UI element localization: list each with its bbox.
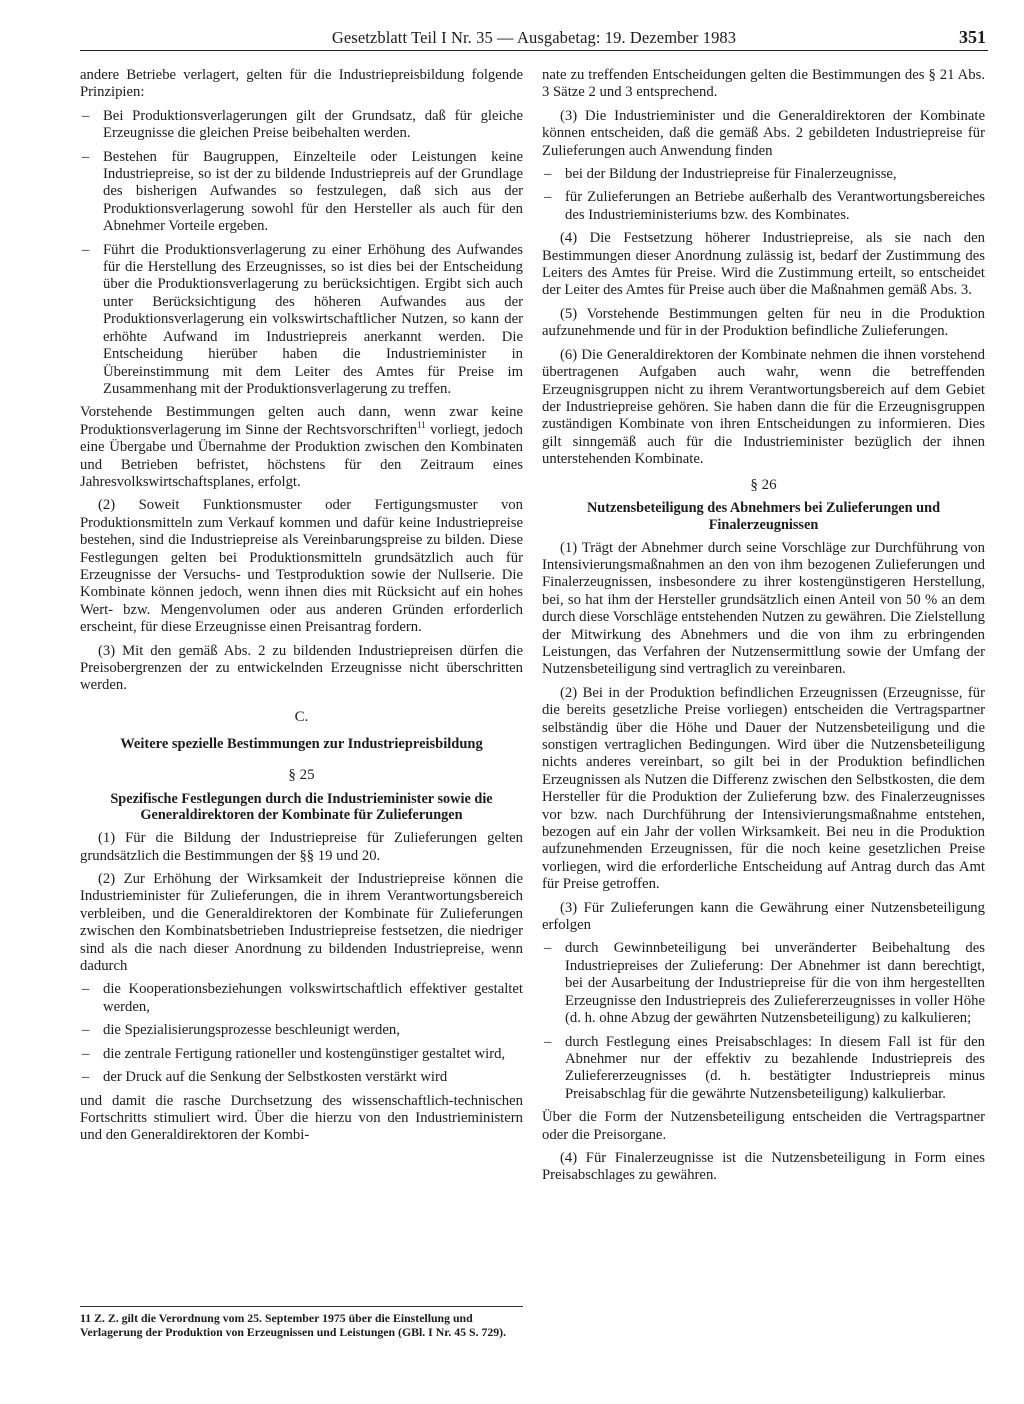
paragraph: (3) Mit den gemäß Abs. 2 zu bildenden Industriepreisen dürfen die Preisobergrenzen der zu entwickelnden Erzeugnisse nicht überschritten werden. — [80, 642, 523, 694]
dash-item-text: bei der Bildung der Industriepreise für Finalerzeugnisse, — [565, 166, 897, 183]
dash-item-text: Bestehen für Baugruppen, Einzelteile oder Leistungen keine Industriepreise, so ist der zu bildende Industriepreis auf der Grundlage des bisherigen Aufwandes so festzulegen, daß sich aus der Produktionsverlagerung sowohl für den Hersteller als auch für den Abnehmer Vorteile ergeben. — [103, 148, 523, 235]
dash-item — [542, 166, 985, 183]
dash-item — [80, 108, 523, 143]
paragraph: (4) Die Festsetzung höherer Industriepreise, als sie nach den Bestimmungen dieser Anordnung zulässig ist, bedarf der Zustimmung des Leiters des Amtes für Preise. Wird die Zustimmung erteilt, so entscheidet der Leiter des Amtes für Preise auch über die Maßnahmen gemäß Abs. 3. — [542, 230, 985, 299]
page-number: 351 — [959, 27, 986, 47]
dash-bullet: – — [82, 981, 90, 998]
paragraph-title: Spezifische Festlegungen durch die Industrieminister sowie die Generaldirektoren der Kombinate für Zulieferungen — [110, 790, 493, 824]
paragraph: andere Betriebe verlagert, gelten für die Industriepreisbildung folgende Prinzipien: — [80, 67, 523, 101]
dash-bullet: – — [82, 107, 90, 124]
dash-item — [542, 189, 985, 224]
dash-bullet: – — [82, 1022, 90, 1039]
paragraph-text: vorliegt, jedoch eine Übergabe und Übernahme der Produktion zwischen den Kombinaten und Betrieben befristet, höchstens für den Zeitraum eines Jahresvolkswirtschaftsplanes, erfolgt. — [80, 421, 523, 490]
right-column — [542, 67, 985, 1191]
header-rule — [80, 50, 988, 51]
dash-item — [542, 1034, 985, 1104]
dash-item-text: die Spezialisierungsprozesse beschleunigt werden, — [103, 1022, 400, 1039]
dash-item-text: Führt die Produktionsverlagerung zu einer Erhöhung des Aufwandes für die Herstellung des Erzeugnisses, so ist dies bei der Entscheidung über die Produktionsverlagerung zu berücksichtigen. Ergibt sich auch unter Berücksichtigung des höheren Aufwandes aus der Produktionsverlagerung ein volkswirtschaftlicher Nutzen, so kann der erhöhte Aufwand im Industriepreis anerkannt werden. Die Entscheidung hierüber haben die Industrieminister in Übereinstimmung mit dem Leiter des Amtes für Preise im Zusammenhang mit der Produktionsverlagerung zu treffen. — [103, 241, 523, 397]
dash-bullet: – — [544, 940, 552, 957]
paragraph: und damit die rasche Durchsetzung des wissenschaftlich-technischen Fortschritts stimuliert wird. Über die hierzu von den Industrieministern und den Generaldirektoren der Kombi- — [80, 1092, 523, 1144]
dash-bullet: – — [82, 1069, 90, 1086]
dash-bullet: – — [544, 166, 552, 183]
dash-item — [80, 242, 523, 399]
dash-item-text: durch Festlegung eines Preisabschlages: In diesem Fall ist für den Abnehmer nur der effektiv zu bezahlende Industriepreis des Zuliefererzeugnisses (d. h. bestätigter Industriepreis minus Preisabschlag für die gewährte Nutzensbeteiligung) kalkulierbar. — [565, 1033, 985, 1102]
paragraph — [80, 404, 523, 491]
dash-item-text: Bei Produktionsverlagerungen gilt der Grundsatz, daß für gleiche Erzeugnisse die gleichen Preise beibehalten werden. — [103, 107, 523, 142]
dash-item — [80, 1046, 523, 1063]
paragraph: nate zu treffenden Entscheidungen gelten die Bestimmungen des § 21 Abs. 3 Sätze 2 und 3 entsprechend. — [542, 67, 985, 101]
paragraph: (1) Trägt der Abnehmer durch seine Vorschläge zur Durchführung von Intensivierungsmaßnahmen an den von ihm bezogenen Zulieferungen und Finalerzeugnissen, insbesondere zu ihrer kostengünstigeren Herstellung, bei, so hat ihm der Hersteller grundsätzlich einen Anteil von 50 % an dem durch diese Vorschläge entstehenden Nutzen zu gewähren. Die Zielstellung der Mitwirkung des Abnehmers und die von ihm zu erbringenden Leistungen, das Verfahren der Nutzensermittlung sowie der Umfang der Nutzensbeteiligung sind vertraglich zu vereinbaren. — [542, 539, 985, 678]
footnote-ref: 11 — [417, 419, 426, 430]
footnote: 11 Z. Z. gilt die Verordnung vom 25. September 1975 über die Einstellung und Verlagerung der Produktion von Erzeugnissen und Leistungen (GBl. I Nr. 45 S. 729). — [80, 1306, 523, 1339]
dash-item — [80, 1022, 523, 1039]
section-letter: C. — [294, 708, 309, 725]
dash-bullet: – — [82, 241, 90, 258]
paragraph: (2) Bei in der Produktion befindlichen Erzeugnissen (Erzeugnisse, für die bereits gesetzliche Preise vorliegen) entscheiden die Vertragspartner selbständig über die Höhe und Dauer der Nutzensbeteiligung und die sonstigen vertraglichen Bedingungen. Wird über die Nutzensbeteiligung nichts anderes vereinbart, so gilt bei in der Produktion befindlichen Erzeugnissen als Nutzen die Differenz zwischen den Selbstkosten, die dem Hersteller für die Produktion der Zulieferung bzw. des Finalerzeugnisses vor bzw. nach Durchführung der Intensivierungsmaßnahme entstehen, bezogen auf ein Jahr der vollen Wirksamkeit. Bei neu in die Produktion aufzunehmenden Erzeugnissen, für die noch keine gesetzlichen Preise vorliegen, wird die erforderliche Entscheidung auf Antrag durch das Amt für Preise getroffen. — [542, 684, 985, 893]
dash-item — [80, 981, 523, 1016]
paragraph: (5) Vorstehende Bestimmungen gelten für neu in die Produktion aufzunehmende und für in der Produktion befindliche Zulieferungen. — [542, 305, 985, 340]
section-title: Weitere spezielle Bestimmungen zur Industriepreisbildung — [120, 736, 483, 753]
paragraph-text: Vorstehende Bestimmungen gelten auch dann, wenn zwar keine Produktionsverlagerung im Sinne der Rechtsvorschriften — [80, 404, 523, 438]
dash-bullet: – — [544, 1033, 552, 1050]
left-column — [80, 67, 523, 1151]
paragraph: (6) Die Generaldirektoren der Kombinate nehmen die ihnen vorstehend übertragenen Aufgaben auch wahr, wenn die betreffenden Erzeugnisgruppen nicht zu ihrem Verantwortungsbereich auf dem Gebiet der Industriepreise gehören. Sie haben dann die für die Erzeugnisgruppen zuständigen Kombinate von ihren Entscheidungen zu informieren. Dies gilt sinngemäß auch für die Industrieminister bezüglich der ihnen unterstehenden Kombinate. — [542, 346, 985, 468]
paragraph-title: Nutzensbeteiligung des Abnehmers bei Zulieferungen und Finalerzeugnissen — [586, 499, 941, 533]
page-header — [80, 26, 988, 50]
paragraph: (2) Zur Erhöhung der Wirksamkeit der Industriepreise können die Industrieminister für Zulieferungen, die in ihrem Verantwortungsbereich verbleiben, und die Generaldirektoren der Kombinate für Zulieferungen zwischen den Kombinatsbetrieben Industriepreise festsetzen, die niedriger sind als die nach dieser Anordnung zu bildenden Industriepreise, wenn dadurch — [80, 871, 523, 975]
header-title: Gesetzblatt Teil I Nr. 35 — Ausgabetag: 19. Dezember 1983 — [331, 28, 737, 47]
dash-item-text: die zentrale Fertigung rationeller und kostengünstiger gestaltet wird, — [103, 1045, 506, 1062]
dash-item-text: durch Gewinnbeteiligung bei unveränderter Beibehaltung des Industriepreises der Zulieferung: Der Abnehmer ist dann berechtigt, bei der Ausarbeitung der Industriepreise für die von ihm hergestellten Erzeugnisse den Industriepreis des Zuliefererzeugnisses in voller Höhe (d. h. ohne Abzug der gewährten Nutzensbeteiligung) zu kalkulieren; — [565, 940, 985, 1027]
dash-bullet: – — [82, 1045, 90, 1062]
paragraph: (1) Für die Bildung der Industriepreise für Zulieferungen gelten grundsätzlich die Bestimmungen der §§ 19 und 20. — [80, 830, 523, 864]
paragraph: (2) Soweit Funktionsmuster oder Fertigungsmuster von Produktionsmitteln zum Verkauf kommen und dafür keine Industriepreise bestehen, sind die Industriepreise als Vereinbarungspreise zu bilden. Diese Festlegungen gelten bei Produktionsmitteln grundsätzlich auch für Erzeugnisse der Versuchs- und Testproduktion sowie der Nullserie. Die Kombinate können jedoch, wenn ihnen dies mit Rücksicht auf ein hohes Wert- bzw. Mengenvolumen oder aus anderen Gründen erforderlich erscheint, für diese Erzeugnisse einen Preisantrag fordern. — [80, 497, 523, 636]
paragraph: (4) Für Finalerzeugnisse ist die Nutzensbeteiligung in Form eines Preisabschlages zu gewähren. — [542, 1149, 985, 1184]
paragraph: (3) Für Zulieferungen kann die Gewährung einer Nutzensbeteiligung erfolgen — [542, 899, 985, 934]
dash-item — [542, 940, 985, 1027]
dash-bullet: – — [544, 189, 552, 206]
dash-item-text: für Zulieferungen an Betriebe außerhalb des Verantwortungsbereiches des Industrieministeriums bzw. des Kombinates. — [565, 189, 985, 223]
paragraph-number: § 26 — [750, 476, 777, 493]
dash-item-text: die Kooperationsbeziehungen volkswirtschaftlich effektiver gestaltet werden, — [103, 981, 523, 1015]
paragraph: Über die Form der Nutzensbeteiligung entscheiden die Vertragspartner oder die Preisorgane. — [542, 1109, 985, 1143]
dash-item — [80, 1069, 523, 1086]
dash-bullet: – — [82, 148, 90, 165]
dash-item-text: der Druck auf die Senkung der Selbstkosten verstärkt wird — [103, 1069, 448, 1086]
dash-item — [80, 149, 523, 236]
paragraph-number: § 25 — [288, 767, 315, 784]
paragraph: (3) Die Industrieminister und die Generaldirektoren der Kombinate können entscheiden, daß die gemäß Abs. 2 gebildeten Industriepreise für Zulieferungen auch Anwendung finden — [542, 107, 985, 159]
